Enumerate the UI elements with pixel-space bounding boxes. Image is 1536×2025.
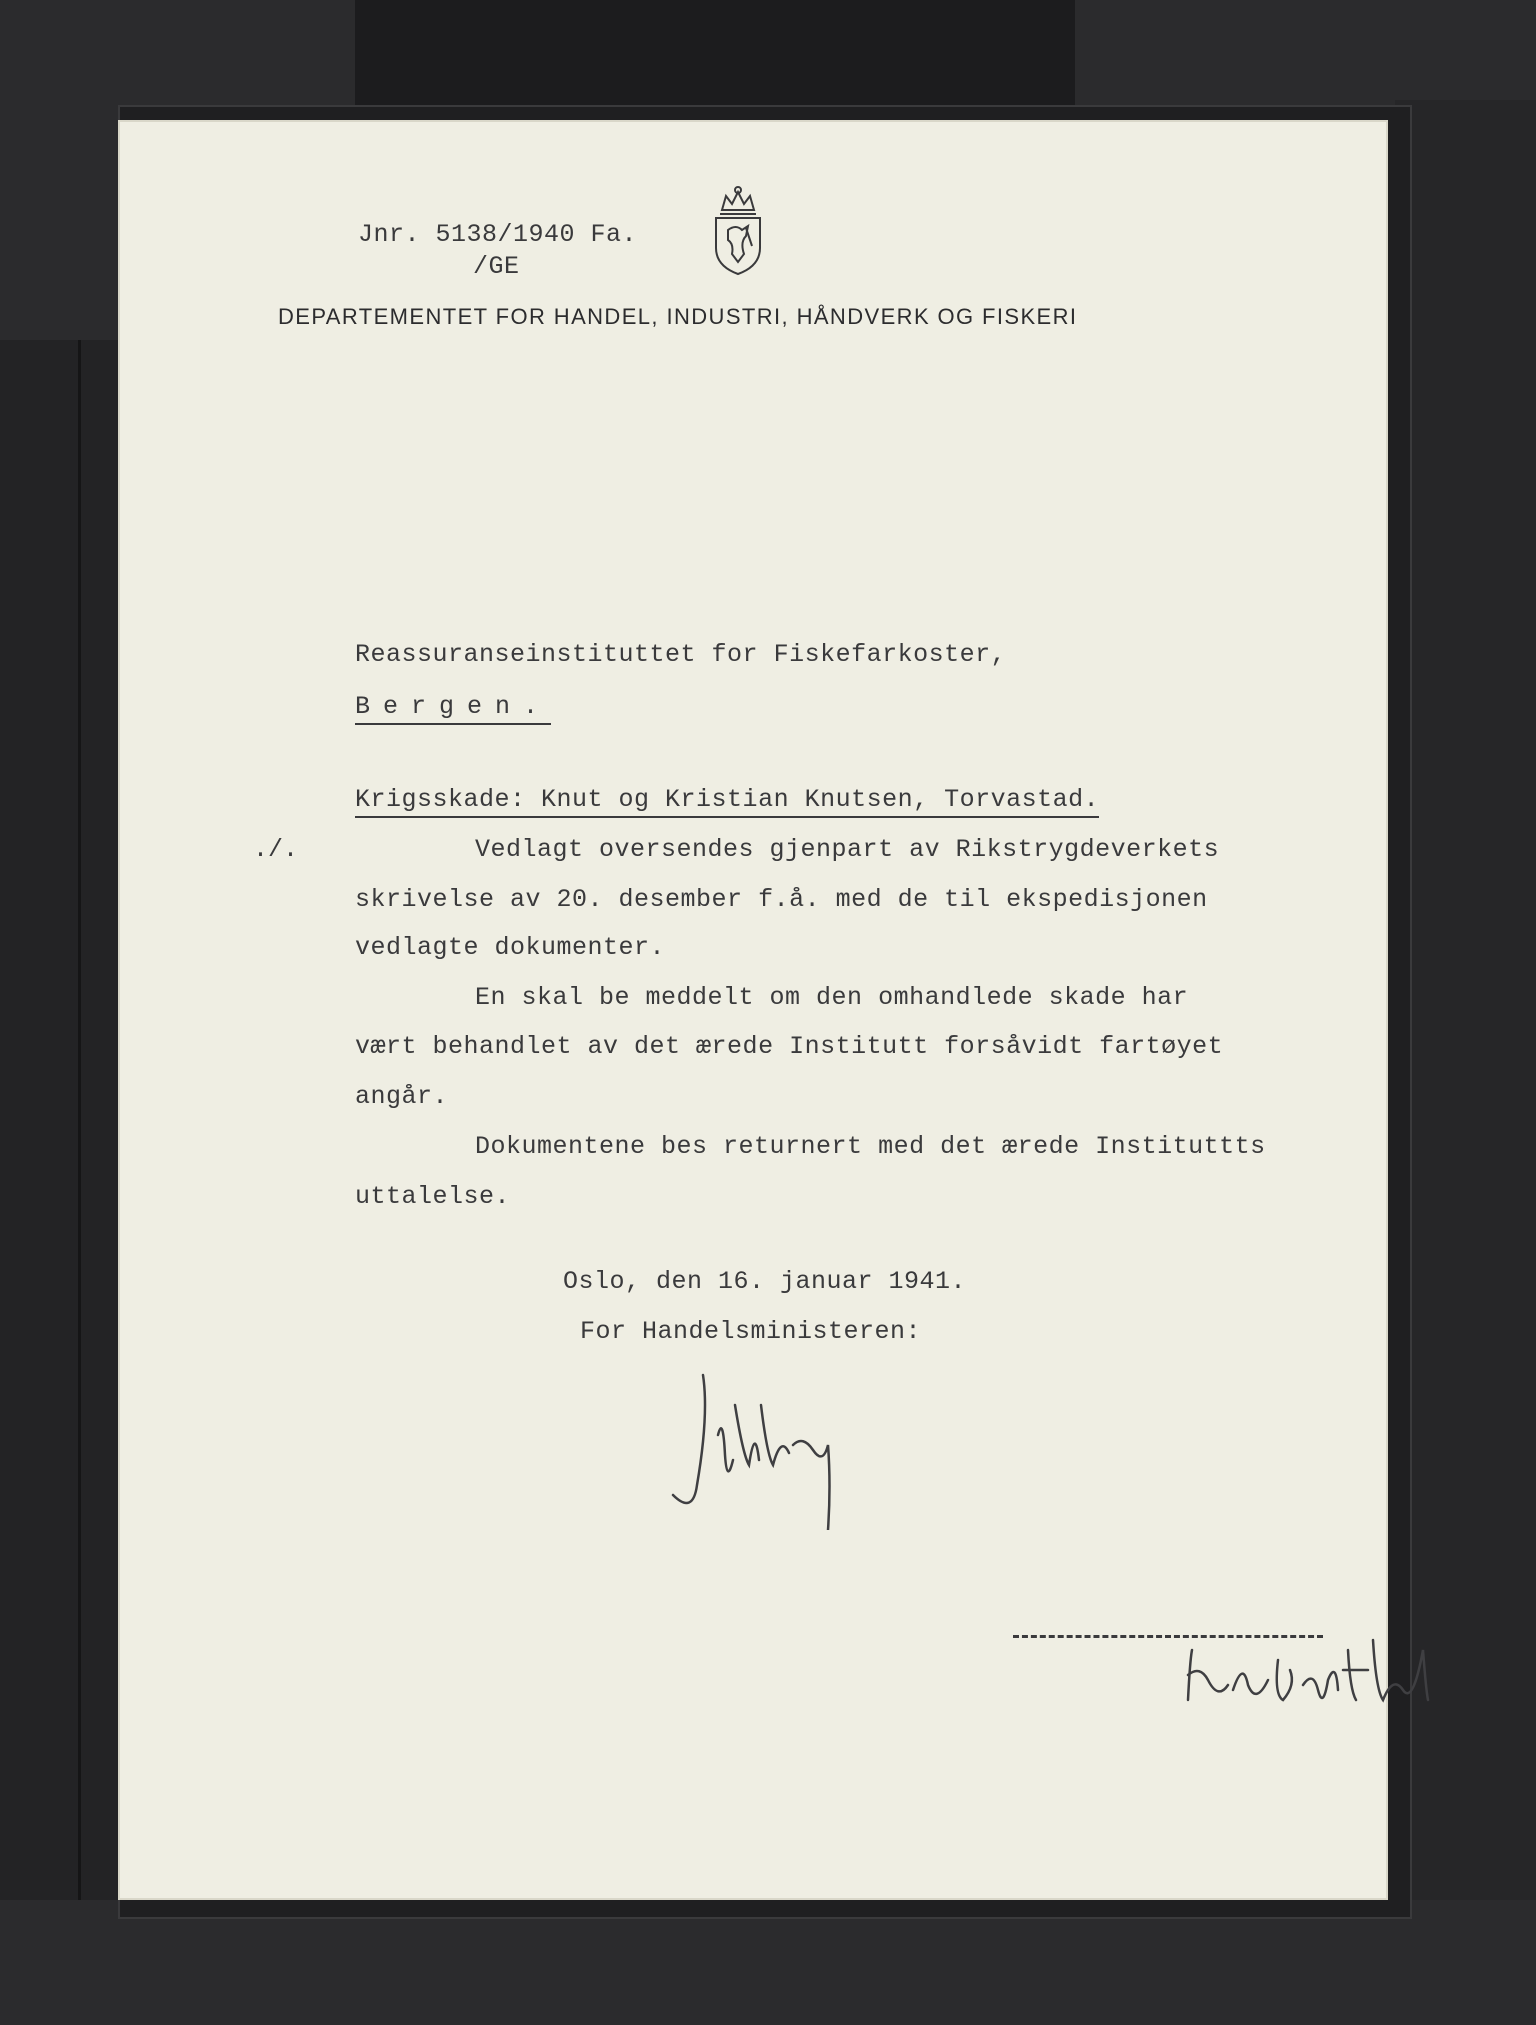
binder-clip [355, 0, 1075, 117]
handwritten-signature [663, 1365, 863, 1530]
handwritten-initials [1178, 1630, 1438, 1715]
body-p1-line1: Vedlagt oversendes gjenpart av Rikstrygdeverkets [475, 835, 1220, 864]
folder-edge [78, 340, 81, 1900]
body-p3-line2: uttalelse. [355, 1182, 511, 1211]
signatory-line: For Handelsministeren: [580, 1317, 922, 1346]
department-letterhead: DEPARTEMENTET FOR HANDEL, INDUSTRI, HÅNDVERK OG FISKERI [278, 304, 1078, 329]
place-and-date: Oslo, den 16. januar 1941. [563, 1267, 967, 1296]
body-p1-line3: vedlagte dokumenter. [355, 933, 666, 962]
journal-number: Jnr. 5138/1940 Fa. [358, 220, 638, 249]
addressee-name: Reassuranseinstituttet for Fiskefarkoster, [355, 640, 1007, 669]
reference-initials: /GE [473, 252, 520, 281]
body-p1-line2: skrivelse av 20. desember f.å. med de til ekspedisjonen [355, 885, 1208, 914]
archive-folder-left [0, 340, 118, 1900]
addressee-city: Bergen. [355, 692, 551, 725]
letter-page [118, 120, 1388, 1900]
enclosure-mark: ./. [253, 835, 299, 864]
body-p3-line1: Dokumentene bes returnert med det ærede Instituttts [475, 1132, 1266, 1161]
body-p2-line2: vært behandlet av det ærede Institutt forsåvidt fartøyet [355, 1032, 1224, 1061]
body-p2-line1: En skal be meddelt om den omhandlede skade har [475, 983, 1189, 1012]
subject-line: Krigsskade: Knut og Kristian Knutsen, Torvastad. [355, 785, 1099, 818]
body-p2-line3: angår. [355, 1082, 449, 1111]
norwegian-lion-crest-icon [708, 184, 768, 276]
